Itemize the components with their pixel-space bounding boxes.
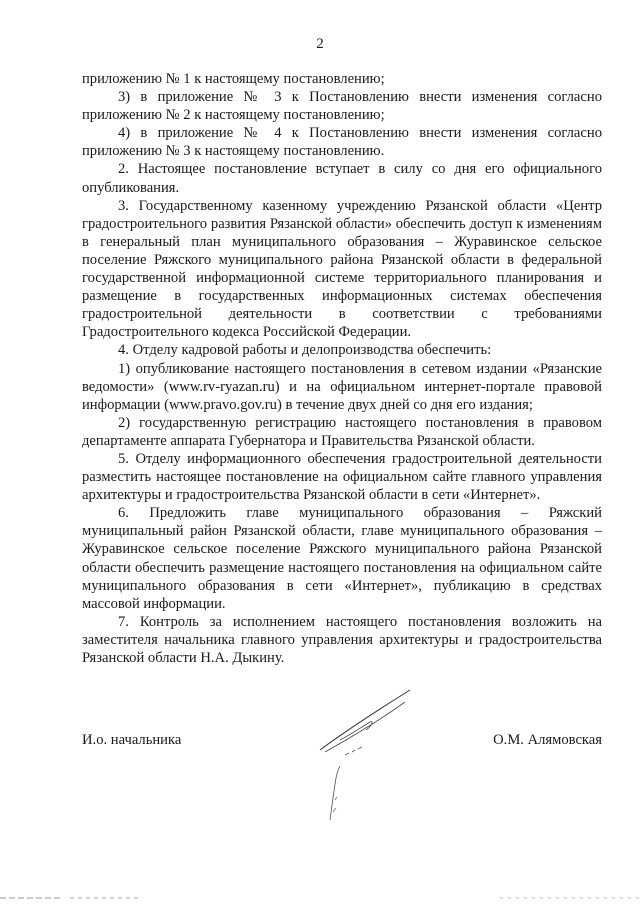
paragraph-6-municipal-heads: 6. Предложить главе муниципального образования – Ряжский муниципальный район Рязанской области, главе муниципального образования – Журавинское сельское поселение Ряжского муниципального района Рязанской области обеспечить размещение настоящего постановления на официальном сайте муниципального образования в сети «Интернет», публикацию в средствах массовой информации.: [82, 505, 602, 612]
scan-edge-marks: [0, 895, 640, 901]
paragraph-item-1-continuation: приложению № 1 к настоящему постановлению;: [82, 71, 385, 87]
page-number: 2: [316, 36, 324, 52]
paragraph-2-effective-date: 2. Настоящее постановление вступает в силу со дня его официального опубликования.: [82, 161, 602, 196]
paragraph-4-hr-department: 4. Отделу кадровой работы и делопроизводства обеспечить:: [118, 342, 492, 359]
handwritten-signature: [300, 680, 430, 830]
paragraph-3-access: 3. Государственному казенному учреждению Рязанской области «Центр градостроительного развития Рязанской области» обеспечить доступ к изменениям в генеральный план муниципального образования – Журавинское сельское поселение Ряжского муниципального района Рязанской области в федеральной государственной информационной системе территориального планирования и размещение в государственных информационных системах обеспечения градостроительной деятельности в соответствии с требованиями Градостроительного кодекса Российской Федерации.: [82, 197, 602, 341]
signer-name: О.М. Алямовская: [493, 732, 602, 748]
paragraph-4-2-registration: 2) государственную регистрацию настоящего постановления в правовом департаменте аппарата Губернатора и Правительства Рязанской области.: [82, 414, 602, 449]
paragraph-7-control: 7. Контроль за исполнением настоящего постановления возложить на заместителя начальника главного управления архитектуры и градостроительства Рязанской области Н.А. Дыкину.: [82, 613, 602, 666]
document-body: [82, 70, 602, 667]
paragraph-5-info-department: 5. Отделу информационного обеспечения градостроительной деятельности разместить настоящее постановление на официальном сайте главного управления архитектуры и градостроительства Рязанской области в сети «Интернет».: [82, 450, 602, 504]
paragraph-4-1-publication: 1) опубликование настоящего постановления в сетевом издании «Рязанские ведомости» (www.rv-ryazan.ru) и на официальном интернет-портале правовой информации (www.pravo.gov.ru) в течение двух дней со дня его издания;: [82, 360, 602, 413]
paragraph-item-4-appendix: 4) в приложение № 4 к Постановлению внести изменения согласно приложению № 3 к настоящему постановлению.: [82, 125, 602, 160]
signer-title: И.о. начальника: [82, 732, 182, 748]
paragraph-item-3-appendix: 3) в приложение № 3 к Постановлению внести изменения согласно приложению № 2 к настоящему постановлению;: [82, 89, 602, 124]
